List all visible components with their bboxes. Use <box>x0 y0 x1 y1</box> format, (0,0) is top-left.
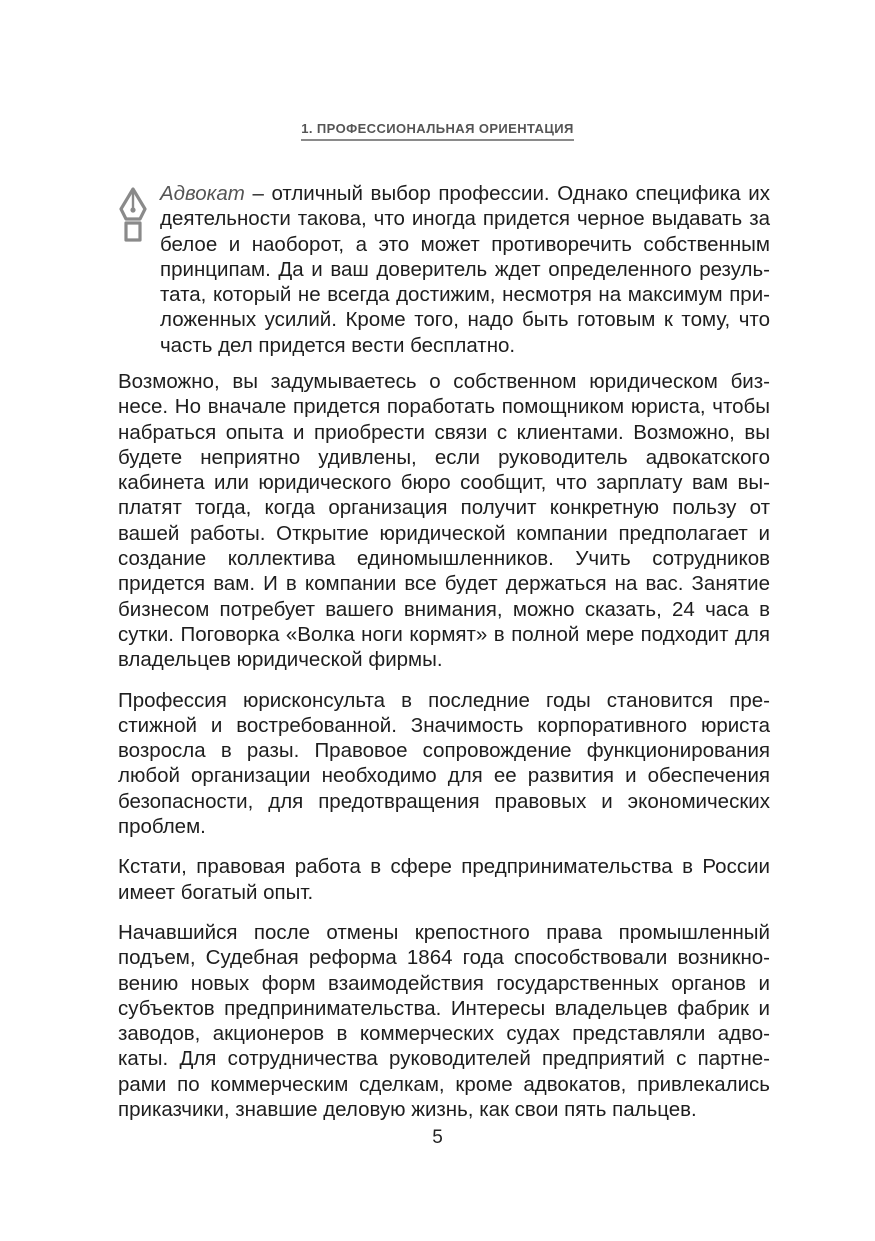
chapter-title: 1. ПРОФЕССИОНАЛЬНАЯ ОРИЕНТАЦИЯ <box>301 121 573 141</box>
fountain-pen-nib-icon <box>117 187 149 243</box>
paragraph-3: Кстати, правовая работа в сфере предпринимательства в России имеет богатый опыт. <box>118 855 770 904</box>
paragraph-2: Профессия юрисконсульта в последние годы становится престижной и востребованной. Значимость корпоративного юриста возросла в разы. Правовое сопровождение функционирования любой организации необходимо для ее развития и обеспечения безопасности, для предотвращения правовых и экономических проблем. <box>118 688 770 839</box>
running-head <box>0 120 875 141</box>
paragraph-4: Начавшийся после отмены крепостного права промышленный подъем, Судебная реформа 1864 года способствовали возникновению новых форм взаимодействия государственных органов и субъектов предпринимательства. Интересы владельцев фабрик и заводов, акционеров в коммерческих судах представляли адвокаты. Для сотрудничества руководителей предприятий с партнерами по коммерческим сделкам, кроме адвокатов, привлекались приказчики, знавшие деловую жизнь, как свои пять пальцев. <box>118 920 770 1122</box>
note-text: – отличный выбор профессии. Однако специфика их деятельности такова, что иногда придется черное выдавать за белое и наоборот, а это может противоречить собственным принципам. Да и ваш доверитель ждет определенного результата, который не всегда достижим, несмотря на максимум приложенных усилий. Кроме того, надо быть готовым к тому, что часть дел придется вести бесплатно. <box>160 182 770 357</box>
note-block <box>160 181 770 358</box>
note-term: Адвокат <box>160 182 245 205</box>
body-text <box>118 369 770 1137</box>
note-paragraph <box>160 181 770 358</box>
paragraph-1: Возможно, вы задумываетесь о собственном юридическом бизнесе. Но вначале придется поработать помощником юриста, чтобы набраться опыта и приобрести связи с клиентами. Возможно, вы будете неприятно удивлены, если руководитель адвокатского кабинета или юридического бюро сообщит, что зарплату вам выплатят тогда, когда организация получит конкретную пользу от вашей работы. Открытие юридической компании предполагает и создание коллектива единомышленников. Учить сотрудников придется вам. И в компании все будет держаться на вас. Занятие бизнесом потребует вашего внимания, можно сказать, 24 часа в сутки. Поговорка «Волка ноги кормят» в полной мере подходит для владельцев юридической фирмы. <box>118 370 770 672</box>
page-number: 5 <box>432 1127 443 1148</box>
